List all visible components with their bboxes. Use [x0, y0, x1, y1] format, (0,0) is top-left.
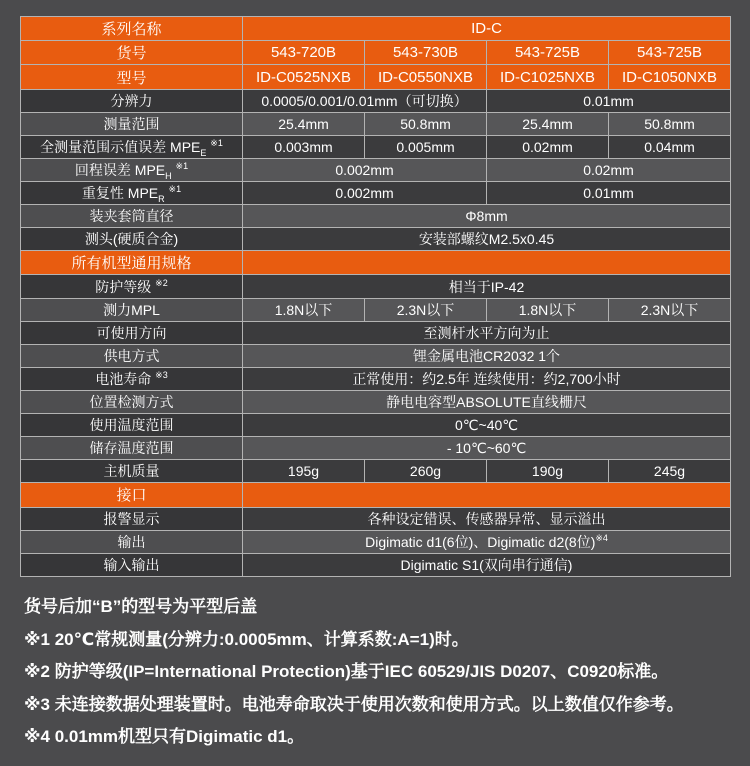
spec-cell: 0.01mm — [487, 181, 731, 204]
spec-row-label: 使用温度范围 — [21, 414, 243, 437]
table-row — [21, 321, 731, 344]
spec-row-label: 所有机型通用规格 — [21, 251, 243, 275]
spec-row-label: 全测量范围示值误差 $MPE_E$ $^{※1}$ — [21, 135, 243, 158]
spec-cell: 0.02mm — [487, 158, 731, 181]
spec-cell: 0.002mm — [243, 158, 487, 181]
spec-cell: ID-C — [243, 17, 731, 41]
table-row — [21, 367, 731, 390]
spec-cell: 245g — [609, 460, 731, 483]
spec-row-label: 可使用方向 — [21, 321, 243, 344]
footnote-flat-back: 货号后加“B”的型号为平型后盖 — [24, 597, 258, 616]
table-row — [21, 65, 731, 89]
spec-cell: 0.02mm — [487, 135, 609, 158]
spec-cell: 195g — [243, 460, 365, 483]
spec-row-label: 储存温度范围 — [21, 437, 243, 460]
table-row — [21, 530, 731, 553]
table-row — [21, 158, 731, 181]
table-row — [21, 41, 731, 65]
table-row — [21, 298, 731, 321]
spec-table-body — [21, 17, 731, 577]
spec-cell — [243, 251, 731, 275]
spec-row-label: 型号 — [21, 65, 243, 89]
table-row — [21, 553, 731, 576]
spec-row-label: 电池寿命 $^{※3}$ — [21, 367, 243, 390]
spec-cell: 相当于IP-42 — [243, 275, 731, 298]
spec-cell: 正常使用：约2.5年 连续使用：约2,700小时 — [243, 367, 731, 390]
spec-cell: ID-C0525NXB — [243, 65, 365, 89]
spec-cell: 2.3N以下 — [365, 298, 487, 321]
table-row — [21, 251, 731, 275]
spec-table — [20, 16, 731, 577]
spec-cell — [243, 483, 731, 507]
table-row — [21, 483, 731, 507]
spec-cell: 0.005mm — [365, 135, 487, 158]
spec-row-label: 分辨力 — [21, 89, 243, 112]
spec-row-label: 货号 — [21, 41, 243, 65]
spec-cell: 25.4mm — [243, 112, 365, 135]
spec-cell: Digimatic S1(双向串行通信) — [243, 553, 731, 576]
table-row — [21, 135, 731, 158]
table-row — [21, 112, 731, 135]
table-row — [21, 89, 731, 112]
spec-cell: ID-C0550NXB — [365, 65, 487, 89]
spec-row-label: 装夹套筒直径 — [21, 205, 243, 228]
spec-row-label: 位置检测方式 — [21, 390, 243, 413]
spec-row-label: 回程误差 $MPE_H$ $^{※1}$ — [21, 158, 243, 181]
spec-cell: 静电电容型ABSOLUTE直线栅尺 — [243, 390, 731, 413]
spec-row-label: 报警显示 — [21, 507, 243, 530]
spec-cell: 50.8mm — [365, 112, 487, 135]
table-row — [21, 275, 731, 298]
footnotes — [24, 591, 740, 754]
table-row — [21, 205, 731, 228]
spec-cell: 锂金属电池CR2032 1个 — [243, 344, 731, 367]
table-row — [21, 437, 731, 460]
spec-cell: 543-725B — [609, 41, 731, 65]
spec-cell: 190g — [487, 460, 609, 483]
table-row — [21, 414, 731, 437]
table-row — [21, 390, 731, 413]
spec-cell: 543-730B — [365, 41, 487, 65]
spec-row-label: 主机质量 — [21, 460, 243, 483]
spec-cell: Digimatic d1(6位)、Digimatic d2(8位)$^{※4}$ — [243, 530, 731, 553]
spec-cell: 0℃~40℃ — [243, 414, 731, 437]
spec-cell: 260g — [365, 460, 487, 483]
spec-row-label: 重复性 $MPE_R$ $^{※1}$ — [21, 181, 243, 204]
table-row — [21, 181, 731, 204]
spec-cell: 0.002mm — [243, 181, 487, 204]
table-row — [21, 460, 731, 483]
spec-row-label: 测量范围 — [21, 112, 243, 135]
spec-cell: 0.01mm — [487, 89, 731, 112]
spec-cell: 0.0005/0.001/0.01mm（可切换） — [243, 89, 487, 112]
spec-cell: 0.04mm — [609, 135, 731, 158]
spec-cell: - 10℃~60℃ — [243, 437, 731, 460]
footnote-1: ※1 20℃常规测量(分辨力:0.0005mm、计算系数:A=1)时。 — [24, 629, 469, 649]
spec-cell: 1.8N以下 — [487, 298, 609, 321]
footnote-3: ※3 未连接数据处理装置时。电池寿命取决于使用次数和使用方式。以上数值仅作参考。 — [24, 694, 684, 714]
spec-cell: 安装部螺纹M2.5x0.45 — [243, 228, 731, 251]
spec-row-label: 接口 — [21, 483, 243, 507]
spec-cell: ID-C1025NXB — [487, 65, 609, 89]
footnote-2: ※2 防护等级(IP=International Protection)基于IEC 60529/JIS D0207、C0920标准。 — [24, 662, 669, 682]
spec-row-label: 防护等级 $^{※2}$ — [21, 275, 243, 298]
spec-cell: 25.4mm — [487, 112, 609, 135]
spec-row-label: 供电方式 — [21, 344, 243, 367]
spec-cell: 1.8N以下 — [243, 298, 365, 321]
spec-row-label: 输出 — [21, 530, 243, 553]
table-row — [21, 507, 731, 530]
spec-cell: ID-C1050NXB — [609, 65, 731, 89]
spec-row-label: 输入输出 — [21, 553, 243, 576]
spec-row-label: 系列名称 — [21, 17, 243, 41]
spec-cell: 543-720B — [243, 41, 365, 65]
spec-row-label: 测力MPL — [21, 298, 243, 321]
spec-cell: 0.003mm — [243, 135, 365, 158]
spec-cell: Φ8mm — [243, 205, 731, 228]
footnote-4: ※4 0.01mm机型只有Digimatic d1。 — [24, 727, 305, 747]
table-row — [21, 228, 731, 251]
spec-cell: 至测杆水平方向为止 — [243, 321, 731, 344]
table-row — [21, 344, 731, 367]
spec-row-label: 测头(硬质合金) — [21, 228, 243, 251]
spec-cell: 2.3N以下 — [609, 298, 731, 321]
table-row — [21, 17, 731, 41]
spec-cell: 各种设定错误、传感器异常、显示溢出 — [243, 507, 731, 530]
spec-cell: 543-725B — [487, 41, 609, 65]
spec-cell: 50.8mm — [609, 112, 731, 135]
